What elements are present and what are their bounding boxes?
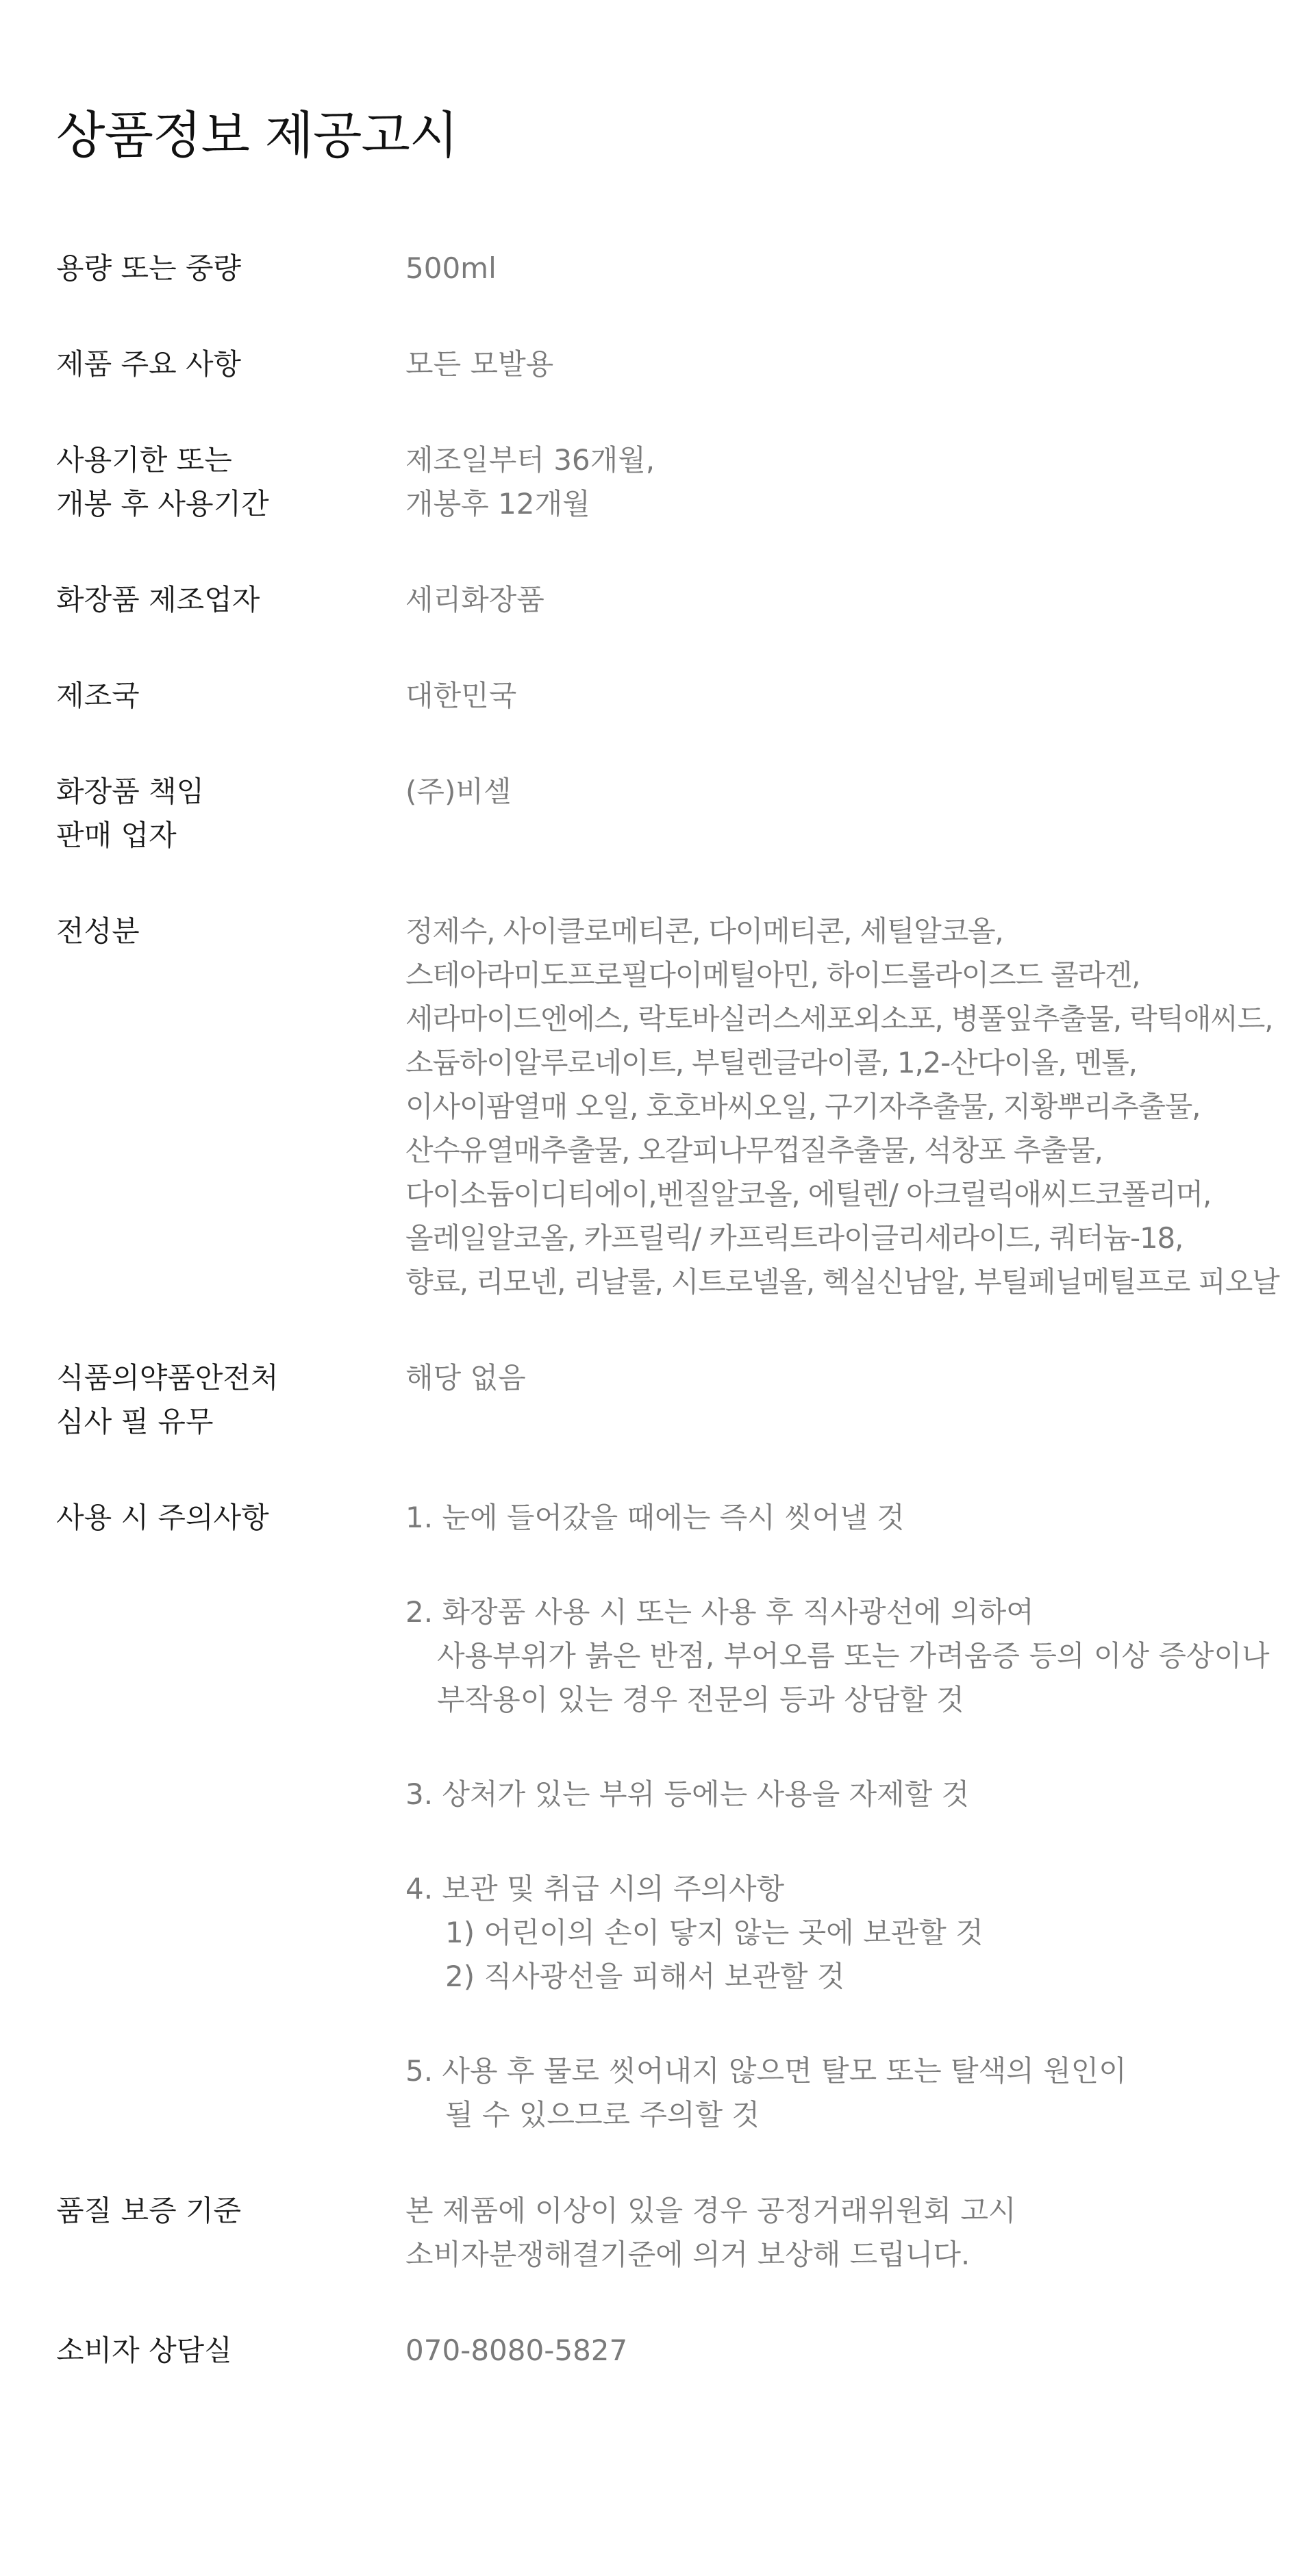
value-line: 제조일부터 36개월, <box>405 443 655 477</box>
label-line: 소비자 상담실 <box>56 2334 232 2367</box>
value-line: 모든 모발용 <box>405 347 554 381</box>
label-line: 품질 보증 기준 <box>56 2194 242 2227</box>
row-seller <box>56 770 1259 858</box>
caution-line: 1) 어린이의 손이 닿지 않는 곳에 보관할 것 <box>445 1916 984 1949</box>
row-value-expiry <box>405 438 1259 526</box>
row-consumer-center <box>56 2329 1259 2373</box>
ingredient-line: 산수유열매추출물, 오갈피나무껍질추출물, 석창포 추출물, <box>405 1134 1103 1167</box>
row-value-seller <box>405 770 1259 814</box>
row-ingredients <box>56 910 1279 1304</box>
row-label-mfds-review <box>56 1356 405 1444</box>
row-quality <box>56 2189 1259 2277</box>
row-capacity <box>56 247 1259 290</box>
value-line: 대한민국 <box>405 679 517 712</box>
row-value-capacity <box>405 247 1259 290</box>
row-cautions <box>56 1496 1270 2137</box>
row-product-main <box>56 342 1259 386</box>
label-line: 화장품 책임 <box>56 775 205 808</box>
row-label-consumer-center <box>56 2329 405 2373</box>
caution-line: 부작용이 있는 경우 전문의 등과 상담할 것 <box>437 1683 964 1716</box>
label-line: 식품의약품안전처 <box>56 1361 279 1395</box>
ingredient-line: 정제수, 사이클로메티콘, 다이메티콘, 세틸알코올, <box>405 914 1003 948</box>
row-value-country <box>405 674 1259 718</box>
row-country <box>56 674 1259 718</box>
caution-item <box>405 1773 1270 1816</box>
row-manufacturer <box>56 578 1259 622</box>
label-line: 사용기한 또는 <box>56 443 232 477</box>
row-value-manufacturer <box>405 578 1259 622</box>
page-title: 상품정보 제공고시 <box>56 106 458 165</box>
row-mfds-review <box>56 1356 1259 1444</box>
caution-line: 2. 화장품 사용 시 또는 사용 후 직사광선에 의하여 <box>405 1595 1034 1629</box>
value-line: 해당 없음 <box>405 1361 526 1395</box>
ingredient-line: 이사이팜열매 오일, 호호바씨오일, 구기자추출물, 지황뿌리추출물, <box>405 1090 1201 1123</box>
row-value-quality <box>405 2189 1259 2277</box>
caution-list <box>405 1496 1270 2137</box>
row-label-cautions <box>56 1496 405 1540</box>
value-line: 소비자분쟁해결기준에 의거 보상해 드립니다. <box>405 2238 970 2271</box>
caution-line: 1. 눈에 들어갔을 때에는 즉시 씻어낼 것 <box>405 1501 905 1534</box>
row-value-consumer-center <box>405 2329 1259 2373</box>
ingredient-line: 소듐하이알루로네이트, 부틸렌글라이콜, 1,2-산다이올, 멘톨, <box>405 1046 1137 1079</box>
row-label-seller <box>56 770 405 858</box>
caution-line: 4. 보관 및 취급 시의 주의사항 <box>405 1872 785 1905</box>
value-line: 500ml <box>405 251 497 285</box>
label-line: 심사 필 유무 <box>56 1405 214 1438</box>
ingredient-line: 세라마이드엔에스, 락토바실러스세포외소포, 병풀잎추출물, 락틱애씨드, <box>405 1002 1273 1036</box>
caution-item <box>405 1590 1270 1722</box>
label-line: 용량 또는 중량 <box>56 251 242 285</box>
label-line: 사용 시 주의사항 <box>56 1501 269 1534</box>
label-line: 개봉 후 사용기간 <box>56 487 269 521</box>
row-label-country <box>56 674 405 718</box>
row-label-quality <box>56 2189 405 2233</box>
caution-line: 5. 사용 후 물로 씻어내지 않으면 탈모 또는 탈색의 원인이 <box>405 2054 1127 2088</box>
row-label-product-main <box>56 342 405 386</box>
row-expiry <box>56 438 1259 526</box>
info-table <box>56 247 1279 2373</box>
caution-line: 3. 상처가 있는 부위 등에는 사용을 자제할 것 <box>405 1777 970 1811</box>
value-line: (주)비셀 <box>405 775 512 808</box>
label-line: 제품 주요 사항 <box>56 347 242 381</box>
ingredient-line: 다이소듐이디티에이,벤질알코올, 에틸렌/ 아크릴릭애씨드코폴리머, <box>405 1177 1212 1211</box>
label-line: 판매 업자 <box>56 818 177 852</box>
row-label-capacity <box>56 247 405 290</box>
caution-line: 될 수 있으므로 주의할 것 <box>445 2098 760 2131</box>
caution-line: 사용부위가 붉은 반점, 부어오름 또는 가려움증 등의 이상 증상이나 <box>437 1639 1270 1673</box>
caution-item <box>405 1867 1270 1999</box>
ingredient-line: 향료, 리모넨, 리날룰, 시트로넬올, 헥실신남알, 부틸페닐메틸프로 피오날 <box>405 1265 1279 1299</box>
value-line: 본 제품에 이상이 있을 경우 공정거래위원회 고시 <box>405 2194 1016 2227</box>
value-line: 개봉후 12개월 <box>405 487 590 521</box>
row-value-ingredients <box>405 910 1279 1304</box>
label-line: 전성분 <box>56 914 140 948</box>
row-value-mfds-review <box>405 1356 1259 1400</box>
phone-number: 070-8080-5827 <box>405 2334 628 2367</box>
label-line: 제조국 <box>56 679 140 712</box>
row-label-manufacturer <box>56 578 405 622</box>
row-label-expiry <box>56 438 405 526</box>
caution-line: 2) 직사광선을 피해서 보관할 것 <box>445 1960 845 1993</box>
label-line: 화장품 제조업자 <box>56 583 260 616</box>
value-line: 세리화장품 <box>405 583 544 616</box>
row-label-ingredients <box>56 910 405 953</box>
row-value-product-main <box>405 342 1259 386</box>
caution-item <box>405 2049 1270 2137</box>
ingredient-line: 스테아라미도프로필다이메틸아민, 하이드롤라이즈드 콜라겐, <box>405 958 1140 992</box>
caution-item <box>405 1496 1270 1540</box>
ingredient-line: 올레일알코올, 카프릴릭/ 카프릭트라이글리세라이드, 쿼터늄-18, <box>405 1221 1184 1255</box>
